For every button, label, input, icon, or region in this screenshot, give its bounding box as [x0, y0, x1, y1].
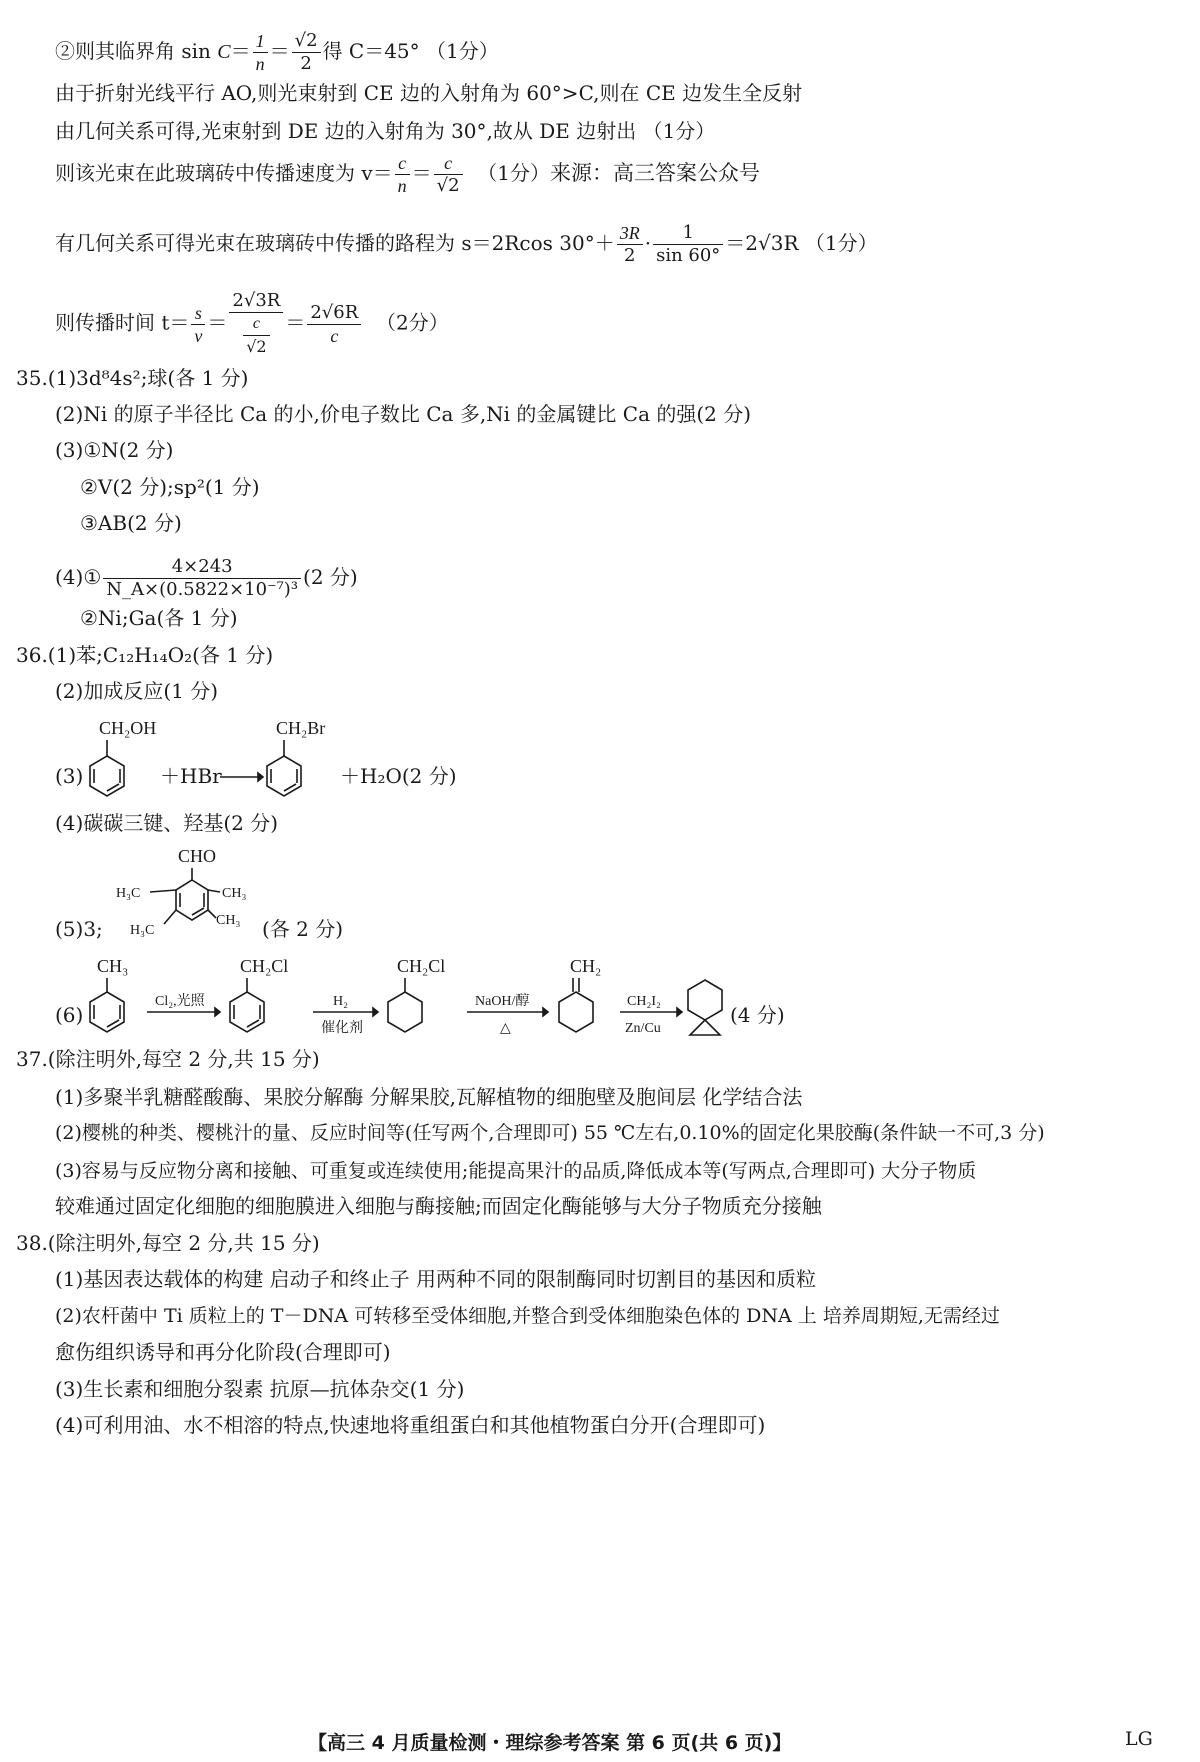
frac-den: n — [397, 176, 407, 196]
text-segment: 则传播时间 t＝ — [55, 310, 190, 335]
frac-num: 2√3R — [229, 290, 283, 313]
substituent-label: CH₂Cl — [397, 956, 446, 976]
frac-num: c — [395, 152, 410, 175]
q35-line-6 — [55, 556, 358, 601]
q38-line-5: (3)生长素和细胞分裂素 抗原—抗体杂交(1 分) — [55, 1377, 465, 1401]
frac-den: 2 — [623, 245, 636, 266]
q36-5-suffix: (各 2 分) — [262, 917, 344, 941]
q35-line-4: ②V(2 分);sp²(1 分) — [80, 475, 260, 499]
fraction — [191, 302, 205, 347]
q35-line-7: ②Ni;Ga(各 1 分) — [80, 606, 238, 630]
reaction-arrow — [218, 770, 263, 784]
q36-3-plus-hbr: ＋HBr — [160, 764, 222, 788]
text-segment: ②则其临界角 sin — [55, 39, 218, 63]
text-segment: (2 分) — [303, 565, 358, 589]
substituent-label: CH₃ — [222, 886, 247, 901]
benzyl-alcohol-structure — [85, 712, 205, 812]
fraction — [292, 30, 321, 75]
fraction — [653, 222, 723, 267]
physics-line-6 — [55, 290, 449, 358]
frac-den: √2 — [246, 337, 267, 356]
physics-line-5 — [55, 222, 878, 267]
substituent-label: CH₃ — [97, 956, 129, 976]
frac-num: √2 — [292, 30, 321, 53]
frac-num: 1 — [253, 30, 268, 53]
text-segment: ＝ — [411, 161, 432, 185]
q36-5-label: (5)3; — [55, 917, 103, 941]
frac-num: c — [434, 152, 463, 175]
q35-line-1: 35.(1)3d⁸4s²;球(各 1 分) — [16, 366, 249, 390]
substituent-label: H₃C — [116, 886, 141, 901]
q36-6-label: (6) — [55, 1003, 84, 1027]
text-segment: 得 C＝45° （1分） — [322, 39, 499, 63]
text-segment: （2分） — [376, 310, 449, 335]
q38-line-4: 愈伤组织诱导和再分化阶段(合理即可) — [55, 1340, 391, 1364]
fraction — [103, 556, 301, 601]
frac-num: s — [191, 302, 205, 325]
synthesis-route — [85, 950, 845, 1050]
q36-6-suffix: (4 分) — [730, 1003, 785, 1027]
substituent-label: CH₃ — [216, 913, 241, 928]
reagent-label: △ — [500, 1021, 511, 1036]
substituent-label: CH₂Cl — [240, 956, 289, 976]
q37-line-1: 37.(除注明外,每空 2 分,共 15 分) — [16, 1047, 320, 1071]
source-note: 来源：高三答案公众号 — [550, 161, 761, 185]
q38-line-6: (4)可利用油、水不相溶的特点,快速地将重组蛋白和其他植物蛋白分开(合理即可) — [55, 1413, 766, 1437]
q38-line-3: (2)农杆菌中 Ti 质粒上的 T－DNA 可转移至受体细胞,并整合到受体细胞染色体的 DNA 上 培养周期短,无需经过 — [55, 1305, 1000, 1327]
q36-3-label: (3) — [55, 764, 84, 788]
q37-line-5: 较难通过固定化细胞的细胞膜进入细胞与酶接触;而固定化酶能够与大分子物质充分接触 — [55, 1194, 822, 1218]
text-segment: 有几何关系可得光束在玻璃砖中传播的路程为 s＝2Rcos 30°＋ — [55, 231, 615, 255]
q36-line-2: (2)加成反应(1 分) — [55, 679, 219, 703]
q38-line-2: (1)基因表达载体的构建 启动子和终止子 用两种不同的限制酶同时切割目的基因和质粒 — [55, 1267, 817, 1291]
text-segment: 则该光束在此玻璃砖中传播速度为 v＝ — [55, 161, 393, 185]
benzyl-bromide-structure — [262, 712, 382, 812]
frac-num: c — [243, 313, 269, 336]
substituent-label: CH₂OH — [99, 718, 157, 738]
text-segment: ＝ — [230, 39, 251, 63]
frac-den — [229, 313, 283, 358]
physics-line-4 — [55, 152, 760, 197]
frac-num: 1 — [653, 222, 723, 245]
fraction — [395, 152, 410, 197]
frac-den: n — [255, 54, 265, 74]
reagent-label: NaOH/醇 — [475, 994, 530, 1009]
substituent-label: CH₂ — [570, 956, 602, 976]
q37-line-4: (3)容易与反应物分离和接触、可重复或连续使用;能提高果汁的品质,降低成本等(写两点,合理即可) 大分子物质 — [55, 1160, 977, 1182]
frac-den: v — [194, 325, 203, 346]
frac-den: N_A×(0.5822×10⁻⁷)³ — [106, 579, 299, 600]
reagent-label: CH₂I₂ — [627, 994, 661, 1009]
fraction — [253, 30, 268, 75]
frac-den: c — [330, 325, 339, 346]
q36-3-suffix: ＋H₂O(2 分) — [340, 764, 457, 788]
frac-den: sin 60° — [656, 245, 721, 266]
q38-line-1: 38.(除注明外,每空 2 分,共 15 分) — [16, 1231, 320, 1255]
frac-den: √2 — [436, 175, 460, 196]
fraction — [307, 302, 361, 347]
text-segment: （1分） — [477, 161, 551, 185]
frac-den: 2 — [300, 53, 312, 74]
substituent-label: CH₂Br — [276, 718, 326, 738]
q37-line-3: (2)樱桃的种类、樱桃汁的量、反应时间等(任写两个,合理即可) 55 ℃左右,0.10%的固定化果胶酶(条件缺一不可,3 分) — [55, 1122, 1045, 1144]
footer-title: 【高三 4 月质量检测・理综参考答案 第 6 页(共 6 页)】 — [308, 1732, 792, 1754]
text-segment: · — [644, 231, 652, 255]
frac-num: 3R — [617, 222, 643, 245]
fraction — [229, 290, 283, 358]
physics-line-3: 由几何关系可得,光束射到 DE 边的入射角为 30°,故从 DE 边射出 （1分） — [55, 119, 716, 143]
physics-line-1 — [55, 30, 499, 75]
physics-line-2: 由于折射光线平行 AO,则光束射到 CE 边的入射角为 60°>C,则在 CE 边发生全反射 — [55, 81, 803, 105]
q36-line-1: 36.(1)苯;C₁₂H₁₄O₂(各 1 分) — [16, 643, 274, 667]
q35-line-3: (3)①N(2 分) — [55, 438, 174, 462]
frac-num: 2√6R — [307, 302, 361, 325]
text-segment: ＝2√3R （1分） — [725, 231, 878, 255]
q36-line-4: (4)碳碳三键、羟基(2 分) — [55, 811, 279, 835]
reagent-label: Cl₂,光照 — [155, 994, 205, 1009]
text-segment: ＝ — [207, 310, 228, 335]
substituent-label: H₃C — [130, 923, 155, 938]
fraction — [243, 313, 269, 358]
q35-line-5: ③AB(2 分) — [80, 511, 182, 535]
text-segment: ＝ — [285, 310, 306, 335]
text-segment: C — [217, 41, 231, 63]
reagent-label: 催化剂 — [321, 1021, 363, 1036]
text-segment: (4)① — [55, 565, 102, 589]
frac-num: 4×243 — [103, 556, 301, 579]
fraction — [617, 222, 643, 267]
q35-line-2: (2)Ni 的原子半径比 Ca 的小,价电子数比 Ca 多,Ni 的金属键比 Ca 的强(2 分) — [55, 402, 752, 426]
text-segment: ＝ — [269, 39, 290, 63]
footer-code: LG — [1125, 1728, 1153, 1750]
fraction — [434, 152, 463, 197]
reagent-label: Zn/Cu — [625, 1021, 661, 1036]
q37-line-2: (1)多聚半乳糖醛酸酶、果胶分解酶 分解果胶,瓦解植物的细胞壁及胞间层 化学结合法 — [55, 1085, 803, 1109]
substituent-label: CHO — [178, 846, 217, 866]
reagent-label: H₂ — [333, 994, 348, 1009]
